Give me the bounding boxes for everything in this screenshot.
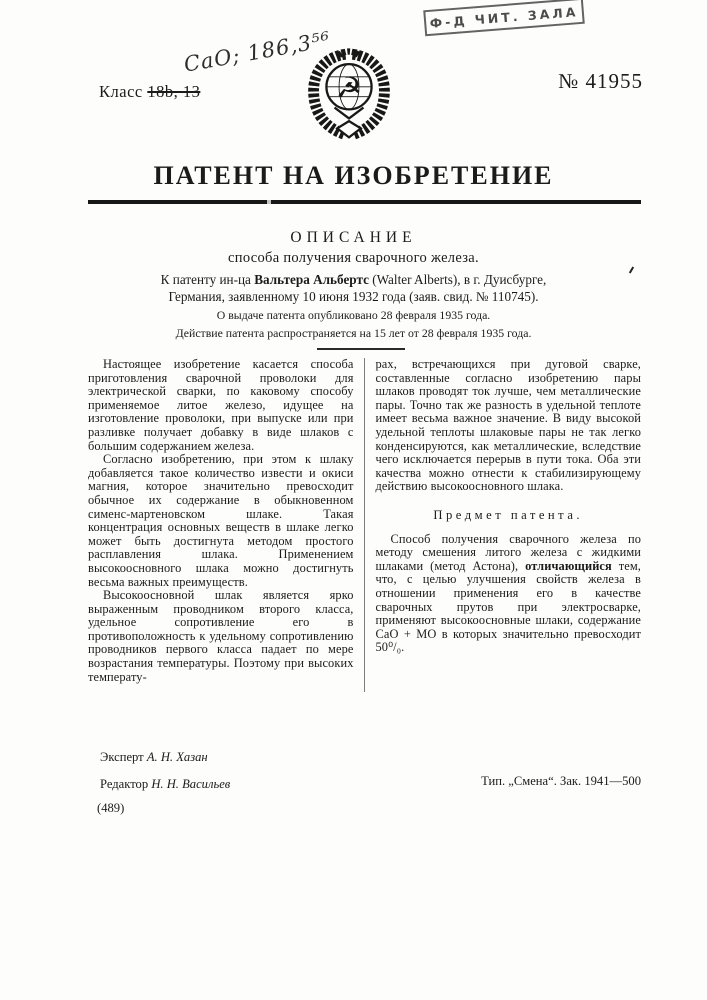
right-column: [364, 358, 642, 692]
section-divider: [317, 348, 405, 350]
expert-label: Эксперт: [100, 750, 144, 764]
library-stamp-text: Ф-Д ЧИТ. ЗАЛА: [429, 3, 579, 31]
library-stamp: [423, 0, 585, 36]
left-column: [88, 358, 364, 692]
expert-line: [100, 750, 208, 765]
ussr-emblem: [303, 47, 395, 141]
patentee-name: Вальтера Альбертс: [254, 272, 369, 287]
claims-heading: Предмет патента.: [433, 507, 584, 522]
left-paragraph-3: Высокоосновной шлак является ярко выраженным проводником второго класса, удельное сопротивление его в противоположность к удельному сопротивлению проводников первого класса падает по мере возрастания температуры. Поэтому при высоких температу-: [88, 588, 354, 684]
left-paragraph-1: Настоящее изобретение касается способа приготовления сварочной проволоки для электрической сварки, по каковому способу применяемое литое железо, идущее на изготовление проволоки, при выпуске или при разливке получает добавку в виде шлаков с большим содержанием железа.: [88, 357, 354, 453]
hammer-and-sickle-icon: ☭: [336, 70, 362, 105]
print-info: Тип. „Смена“. Зак. 1941—500: [481, 774, 641, 788]
patent-number: № 41955: [558, 69, 643, 93]
grant-post: (Walter Alberts), в г. Дуисбурге,: [372, 272, 547, 287]
description-heading: ОПИСАНИЕ: [290, 229, 417, 246]
claims-paragraph: [376, 533, 642, 655]
right-paragraph-1: рах, встречающихся при дуговой сварке, составленные согласно изобретению пары шлаков проводят ток лучше, чем металлические пары. Точно так же разность в удельной теплоте имеет весьма важное значение. В виду высокой удельной теплоты шлаковые пары не так легко конденсируются, как металлические, вследствие чего исключается перерыв в пути тока. Оба эти качества можно отнести к стабилизирующему действию высокоосновного шлака.: [375, 357, 641, 494]
expert-name: А. Н. Хазан: [146, 750, 208, 764]
claims-pre: Способ получения сварочного железа по методу смешения литого железа с жидкими шлаками (метод Астона),: [375, 531, 641, 573]
order-number: (489): [97, 801, 125, 815]
editor-line: [100, 777, 230, 792]
class-value-struck: 18b, 13: [147, 82, 201, 101]
patent-title: ПАТЕНТ НА ИЗОБРЕТЕНИЕ: [153, 161, 554, 190]
publication-note: О выдаче патента опубликовано 28 февраля 1935 года.: [216, 308, 491, 322]
editor-label: Редактор: [100, 777, 149, 791]
description-subject: способа получения сварочного железа.: [228, 250, 479, 266]
left-paragraph-2: Согласно изобретению, при этом к шлаку добавляется такое количество извести и окиси магния, которое значительно превосходит обычное их содержание в обыкновенном сименс-мартеновском шлаке. Такая концентрация основных веществ в шлаке легко может быть достигнута методом простого расплавления шлака. Применением высокоосновного шлака можно достигнуть весьма важных преимуществ.: [88, 452, 354, 589]
handwritten-annotation: CaO; 186,3⁵⁶: [182, 27, 333, 77]
stray-scan-mark: [629, 266, 634, 273]
grant-pre: К патенту ин-ца: [160, 272, 251, 287]
class-label: Класс: [99, 82, 143, 101]
grant-paragraph: [103, 272, 604, 305]
grant-line2: Германия, заявленному 10 июня 1932 года (заяв. свид. № 110745).: [168, 288, 539, 304]
editor-name: Н. Н. Васильев: [151, 777, 231, 791]
body-columns: [88, 358, 641, 692]
validity-note: Действие патента распространяется на 15 лет от 28 февраля 1935 года.: [175, 326, 532, 340]
claims-emphasis: отличающийся: [525, 558, 612, 573]
class-line: [99, 82, 200, 102]
title-rule: [88, 200, 641, 204]
claims-post: тем, что, с целью улучшения свойств железа в отношении применения его в качестве сварочных прутов при электросварке, применяют высокоосновные шлаки, содержание CaO + MO в которых значительно превосходит 50⁰/₀.: [375, 558, 642, 655]
